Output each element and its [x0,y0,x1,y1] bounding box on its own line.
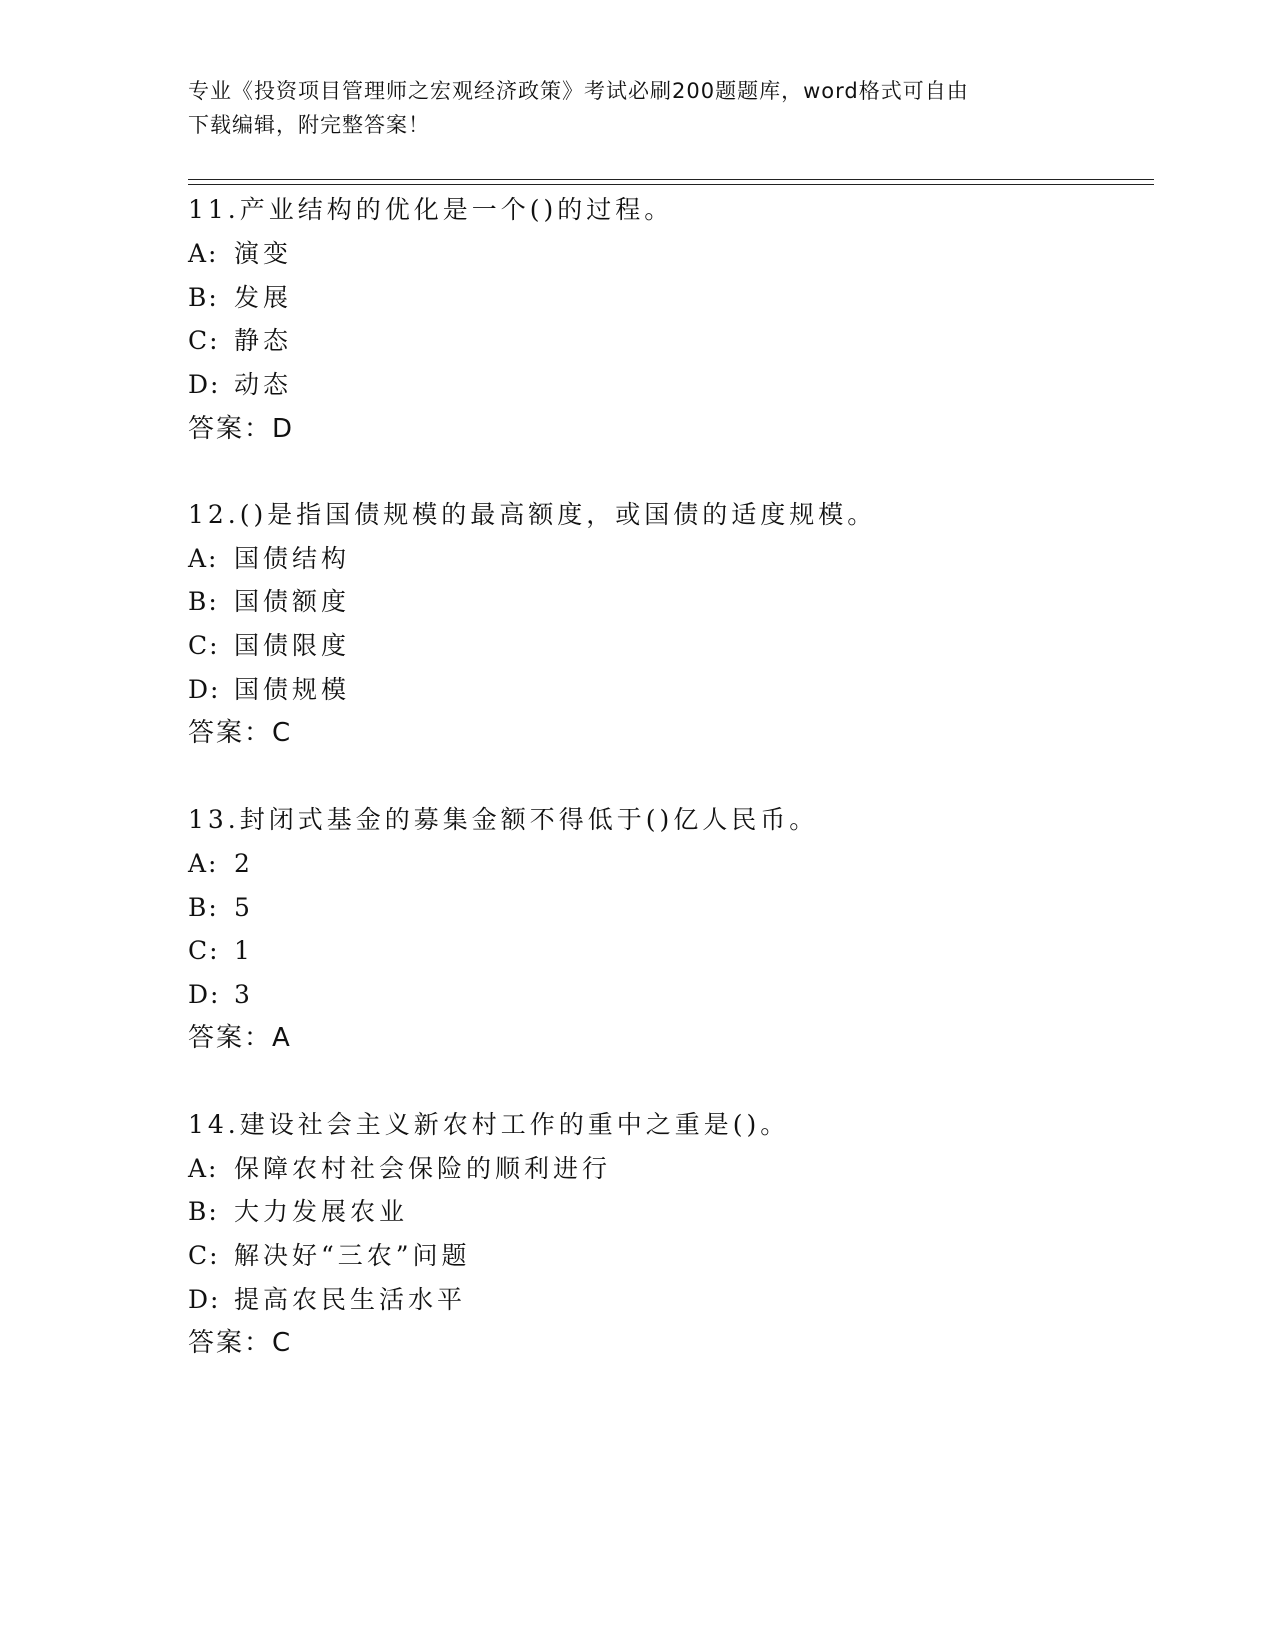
option-text: 国债限度 [234,631,351,660]
answer: 答案：C [188,1328,293,1358]
option-text: 保障农村社会保险的顺利进行 [234,1154,612,1183]
option-d [188,975,254,1015]
option-text: 国债结构 [234,544,351,573]
option-letter: A: [188,1154,219,1183]
option-text: 国债额度 [234,587,351,616]
option-d [188,1280,466,1320]
option-letter: D: [188,1285,221,1314]
option-text: 国债规模 [234,675,351,704]
option-letter: A: [188,849,219,878]
option-text: 5 [234,893,254,922]
option-text: 提高农民生活水平 [234,1285,467,1314]
option-letter: A: [188,544,219,573]
option-letter: D: [188,675,221,704]
header-divider-top [188,179,1154,180]
option-text: 静态 [234,326,293,355]
answer: 答案：A [188,1023,292,1053]
option-letter: D: [188,980,221,1009]
option-text: 大力发展农业 [234,1197,409,1226]
option-text: 3 [234,980,254,1009]
option-letter: A: [188,239,219,268]
option-letter: C: [188,631,220,660]
option-letter: C: [188,936,220,965]
option-c [188,1236,471,1276]
header-divider-bottom [188,184,1154,185]
option-d [188,670,350,710]
option-text: 演变 [234,239,293,268]
document-header: 专业《投资项目管理师之宏观经济政策》考试必刷200题题库，word格式可自由 下载编辑，附完整答案！ [188,79,969,137]
option-text: 解决好“三农”问题 [234,1241,471,1270]
option-letter: B: [188,893,219,922]
option-letter: B: [188,1197,219,1226]
question-stem: 11.产业结构的优化是一个()的过程。 [188,195,674,224]
option-text: 1 [234,936,254,965]
option-a [188,1149,611,1189]
option-c [188,626,350,666]
question-stem: 13.封闭式基金的募集金额不得低于()亿人民币。 [188,805,819,834]
option-c [188,931,254,971]
option-a [188,844,254,884]
answer: 答案：D [188,414,295,444]
option-text: 动态 [234,370,293,399]
question-stem: 14.建设社会主义新农村工作的重中之重是()。 [188,1110,790,1139]
question-stem: 12.()是指国债规模的最高额度，或国债的适度规模。 [188,500,877,529]
option-b [188,888,254,928]
option-letter: D: [188,370,221,399]
option-text: 发展 [234,283,293,312]
option-a [188,539,350,579]
option-letter: C: [188,326,220,355]
option-letter: C: [188,1241,220,1270]
option-b [188,1192,408,1232]
option-a [188,234,292,274]
option-text: 2 [234,849,254,878]
option-b [188,278,292,318]
option-b [188,582,350,622]
option-c [188,321,292,361]
answer: 答案：C [188,718,293,748]
option-d [188,365,292,405]
option-letter: B: [188,587,219,616]
option-letter: B: [188,283,219,312]
